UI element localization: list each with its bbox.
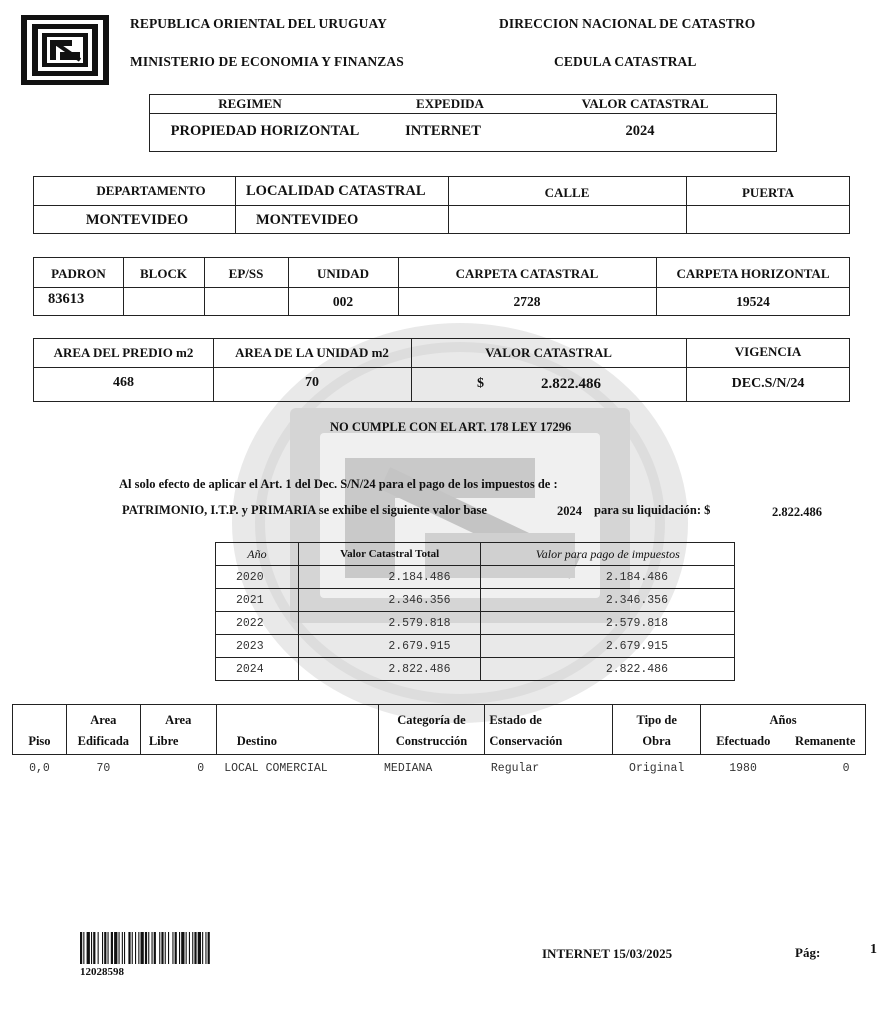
catastro-logo-icon (20, 14, 110, 86)
agency-name: DIRECCION NACIONAL DE CATASTRO (499, 16, 756, 31)
padron-box (33, 257, 850, 316)
tax-cell: 2.579.818 (481, 612, 735, 635)
year-cell: 2023 (216, 635, 299, 658)
location-box (33, 176, 850, 234)
free-area-header: Libre (140, 730, 216, 755)
table-row (216, 635, 735, 658)
statement-line-2b: para su liquidación: $ (594, 503, 711, 517)
value-year-label: VALOR CATASTRAL (581, 96, 709, 111)
issued-label: EXPEDIDA (416, 96, 484, 111)
total-cell: 2.346.356 (298, 589, 481, 612)
table-row (13, 755, 866, 783)
year-cell: 2024 (216, 658, 299, 681)
tax-cell: 2.346.356 (481, 589, 735, 612)
issued-value: INTERNET (405, 122, 481, 139)
document-title: CEDULA CATASTRAL (554, 54, 697, 69)
folder-label: CARPETA CATASTRAL (455, 266, 599, 281)
table-row (216, 589, 735, 612)
state-header-top: Estado de (485, 705, 613, 730)
year-cell: 2021 (216, 589, 299, 612)
conservation-header: Conservación (485, 730, 613, 755)
door-value (686, 206, 850, 234)
built-area-header: Edificada (66, 730, 140, 755)
regime-box (149, 94, 777, 152)
regime-value: PROPIEDAD HORIZONTAL (170, 122, 360, 139)
unit-label: UNIDAD (317, 266, 369, 281)
destination-header: Destino (216, 730, 378, 755)
statement-line-1: Al solo efecto de aplicar el Art. 1 del Dec. S/N/24 para el pago de los impuestos de : (119, 477, 558, 491)
category-cell: MEDIANA (384, 762, 433, 776)
year-header: Año (216, 543, 299, 566)
epss-label: EP/SS (228, 266, 264, 281)
cadastral-value-label: VALOR CATASTRAL (485, 345, 612, 360)
work-header: Obra (613, 730, 701, 755)
type-header-top: Tipo de (613, 705, 701, 730)
destination-header-top (216, 705, 378, 730)
block-label: BLOCK (140, 266, 187, 281)
unit-value: 002 (332, 293, 354, 309)
validity-label: VIGENCIA (734, 344, 802, 359)
years-header-top: Años (701, 705, 866, 730)
floor-header-top (13, 705, 67, 730)
tax-header: Valor para pago de impuestos (481, 543, 735, 566)
work-type-cell: Original (629, 762, 685, 776)
total-cell: 2.679.915 (298, 635, 481, 658)
year-table-header (216, 543, 735, 566)
state-cell: Regular (490, 762, 540, 776)
hfolder-value: 19524 (736, 293, 770, 309)
padron-value: 83613 (48, 290, 85, 307)
street-label: CALLE (544, 185, 590, 200)
built-area-header-top: Area (66, 705, 140, 730)
folder-value: 2728 (513, 293, 541, 309)
free-area-header-top: Area (140, 705, 216, 730)
area-box (33, 338, 850, 402)
remaining-cell: 0 (842, 762, 850, 776)
tax-cell: 2.679.915 (481, 635, 735, 658)
year-cell: 2022 (216, 612, 299, 635)
page-number: 1 (870, 942, 877, 957)
cadastral-value: 2.822.486 (541, 375, 601, 392)
category-header-top: Categoría de (378, 705, 485, 730)
door-label: PUERTA (741, 185, 795, 200)
country-name: REPUBLICA ORIENTAL DEL URUGUAY (130, 16, 387, 31)
free-area-cell: 0 (197, 762, 205, 776)
issue-stamp: INTERNET 15/03/2025 (542, 946, 673, 961)
barcode-number: 12028598 (80, 966, 124, 978)
currency-symbol: $ (477, 376, 484, 391)
block-value (123, 288, 204, 315)
law-notice: NO CUMPLE CON EL ART. 178 LEY 17296 (330, 420, 572, 434)
done-year-cell: 1980 (729, 762, 757, 776)
page-label: Pág: (795, 945, 821, 960)
floor-header: Piso (13, 730, 67, 755)
construction-header: Construcción (378, 730, 485, 755)
total-header: Valor Catastral Total (298, 543, 481, 566)
construction-header-bottom (13, 730, 866, 755)
remaining-header: Remanente (786, 730, 866, 755)
tax-cell: 2.822.486 (481, 658, 735, 681)
tax-cell: 2.184.486 (481, 566, 735, 589)
total-cell: 2.822.486 (298, 658, 481, 681)
unit-area-label: AREA DE LA UNIDAD m2 (235, 345, 389, 360)
statement-line-2: PATRIMONIO, I.T.P. y PRIMARIA se exhibe el siguiente valor base (122, 503, 487, 517)
street-value (448, 206, 686, 234)
lot-area-label: AREA DEL PREDIO m2 (53, 345, 194, 360)
department-value: MONTEVIDEO (85, 211, 189, 228)
table-row (216, 612, 735, 635)
floor-cell: 0,0 (29, 762, 50, 776)
done-header: Efectuado (701, 730, 786, 755)
total-cell: 2.579.818 (298, 612, 481, 635)
destination-cell: LOCAL COMERCIAL (224, 762, 328, 776)
validity-value: DEC.S/N/24 (731, 376, 805, 391)
hfolder-label: CARPETA HORIZONTAL (676, 266, 830, 281)
locality-label: LOCALIDAD CATASTRAL (246, 182, 426, 199)
year-cell: 2020 (216, 566, 299, 589)
padron-label: PADRON (51, 266, 106, 281)
table-row (216, 566, 735, 589)
built-area-cell: 70 (96, 762, 111, 776)
barcode-icon (80, 932, 292, 964)
total-cell: 2.184.486 (298, 566, 481, 589)
statement-amount: 2.822.486 (772, 505, 822, 519)
regime-label: REGIMEN (218, 96, 282, 111)
construction-header-top (13, 705, 866, 730)
department-label: DEPARTAMENTO (96, 183, 206, 198)
value-year-value: 2024 (625, 122, 655, 139)
yearly-value-table (215, 542, 735, 681)
locality-value: MONTEVIDEO (256, 211, 359, 228)
epss-value (204, 288, 288, 315)
ministry-name: MINISTERIO DE ECONOMIA Y FINANZAS (130, 54, 404, 69)
table-row (216, 658, 735, 681)
lot-area-value: 468 (113, 375, 134, 390)
unit-area-value: 70 (305, 375, 319, 390)
construction-table (12, 704, 866, 783)
statement-year: 2024 (557, 504, 582, 518)
